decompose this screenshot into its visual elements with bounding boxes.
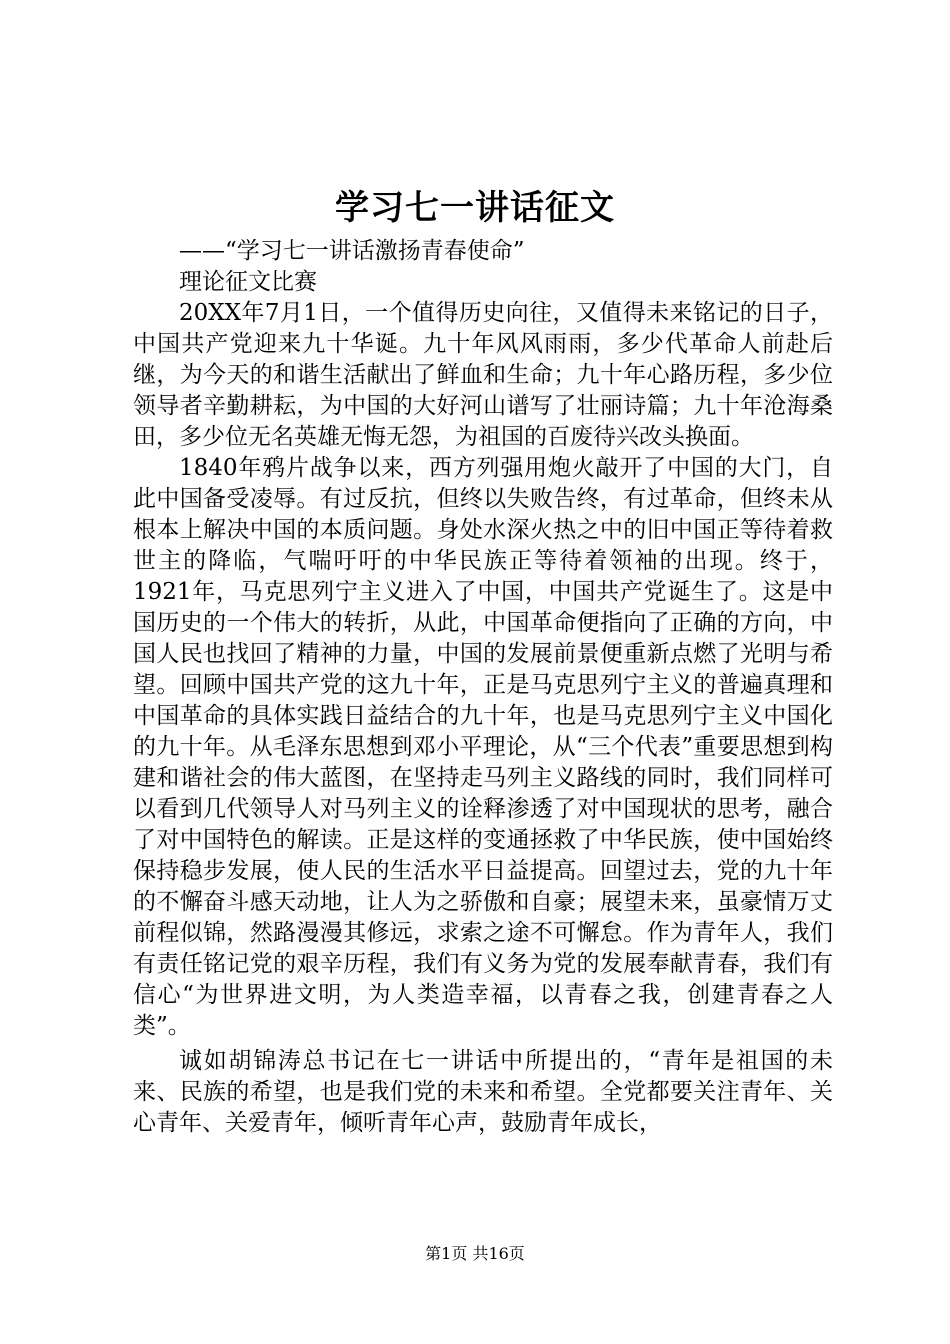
document-title: 学习七一讲话征文: [335, 188, 615, 228]
paragraph-1: 20XX年7月1日，一个值得历史向往，又值得未来铭记的日子，中国共产党迎来九十华诞。九十年风风雨雨，多少代革命人前赴后继，为今天的和谐生活献出了鲜血和生命；九十年心路历程，多少位领导者辛勤耕耘，为中国的大好河山谱写了壮丽诗篇；九十年沧海桑田，多少位无名英雄无悔无怨，为祖国的百废待兴改头换面。: [133, 300, 833, 450]
document-body: [133, 236, 833, 1139]
paragraph-3: 诚如胡锦涛总书记在七一讲话中所提出的，“青年是祖国的未来、民族的希望，也是我们党的未来和希望。全党都要关注青年、关心青年、关爱青年，倾听青年心声，鼓励青年成长，: [133, 1048, 833, 1136]
paragraph-2: 1840年鸦片战争以来，西方列强用炮火敲开了中国的大门，自此中国备受凌辱。有过反抗，但终以失败告终，有过革命，但终未从根本上解决中国的本质问题。身处水深火热之中的旧中国正等待着救世主的降临，气喘吁吁的中华民族正等待着领袖的出现。终于，1921年，马克思列宁主义进入了中国，中国共产党诞生了。这是中国历史的一个伟大的转折，从此，中国革命便指向了正确的方向，中国人民也找回了精神的力量，中国的发展前景便重新点燃了光明与希望。回顾中国共产党的这九十年，正是马克思列宁主义的普遍真理和中国革命的具体实践日益结合的九十年，也是马克思列宁主义中国化的九十年。从毛泽东思想到邓小平理论，从“三个代表”重要思想到构建和谐社会的伟大蓝图，在坚持走马列主义路线的同时，我们同样可以看到几代领导人对马列主义的诠释渗透了对中国现状的思考，融合了对中国特色的解读。正是这样的变通拯救了中华民族，使中国始终保持稳步发展，使人民的生活水平日益提高。回望过去，党的九十年的不懈奋斗感天动地，让人为之骄傲和自豪；展望未来，虽豪情万丈前程似锦，然路漫漫其修远，求索之途不可懈怠。作为青年人，我们有责任铭记党的艰辛历程，我们有义务为党的发展奉献青春，我们有信心“为世界进文明，为人类造幸福，以青春之我，创建青春之人类”。: [133, 455, 833, 1039]
page-footer: 第1页 共16页: [425, 1244, 525, 1263]
subtitle-line-1: ——“学习七一讲话激扬青春使命”: [179, 238, 525, 264]
subtitle-line-2: 理论征文比赛: [179, 269, 317, 295]
